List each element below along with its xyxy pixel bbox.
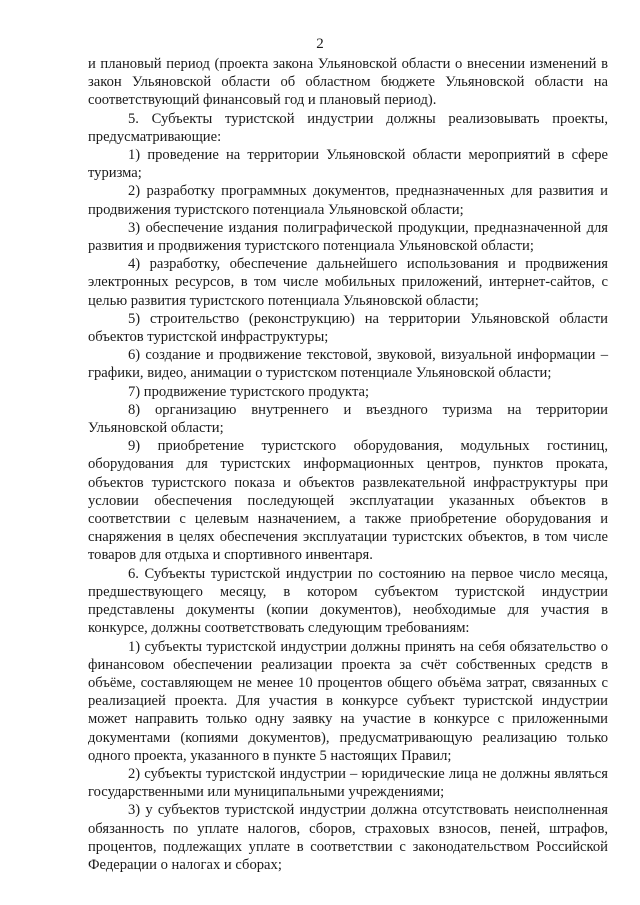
paragraph: 4) разработку, обеспечение дальнейшего использования и продвижения электронных ресурсов, в том числе мобильных приложений, интернет-сайтов, с целью развития туристского потенциала Ульяновской области; bbox=[88, 256, 608, 309]
paragraph: 9) приобретение туристского оборудования, модульных гостиниц, оборудования для туристских информационных центров, пунктов проката, объектов туристского показа и объектов развлекательной инфраструктуры при условии обеспечения последующей эксплуатации указанных объектов в соответствии с целевым назначением, а также приобретение оборудования и снаряжения в целях обеспечения эксплуатации туристских объектов, в том числе товаров для отдыха и спортивного инвентаря. bbox=[88, 438, 608, 564]
paragraph: 1) проведение на территории Ульяновской области мероприятий в сфере туризма; bbox=[88, 147, 608, 182]
document-body bbox=[88, 55, 608, 874]
paragraph: 8) организацию внутреннего и въездного туризма на территории Ульяновской области; bbox=[88, 401, 608, 437]
paragraph: и плановый период (проекта закона Ульяновской области о внесении изменений в закон Ульяновской области об областном бюджете Ульяновской области на соответствующий финансовый год и плановый период). bbox=[88, 56, 608, 109]
paragraph: 5. Субъекты туристской индустрии должны реализовывать проекты, предусматривающие: bbox=[88, 110, 608, 145]
paragraph: 2) субъекты туристской индустрии – юридические лица не должны являться государственными или муниципальными учреждениями; bbox=[88, 765, 608, 801]
paragraph: 1) субъекты туристской индустрии должны принять на себя обязательство о финансовом обеспечении реализации проекта за счёт собственных средств в объёме, составляющем не менее 10 процентов общего объёма затрат, связанных с реализацией проекта. Для участия в конкурсе субъект туристской индустрии может направить только одну заявку на участие в конкурсе с приложенными документами (копиями документов), предусматривающую реализацию только одного проекта, указанного в пункте 5 настоящих Правил; bbox=[88, 638, 608, 764]
paragraph: 6. Субъекты туристской индустрии по состоянию на первое число месяца, предшествующего месяцу, в котором субъектом туристской индустрии представлены документы (копии документов), необходимые для участия в конкурсе, должны соответствовать следующим требованиям: bbox=[88, 565, 608, 637]
paragraph: 6) создание и продвижение текстовой, звуковой, визуальной информации – графики, видео, анимации о туристском потенциале Ульяновской области; bbox=[88, 347, 608, 382]
paragraph: 3) у субъектов туристской индустрии должна отсутствовать неисполненная обязанность по уплате налогов, сборов, страховых взносов, пеней, штрафов, процентов, подлежащих уплате в соответствии с законодательством Российской Федерации о налогах и сборах; bbox=[88, 802, 608, 873]
paragraph: 2) разработку программных документов, предназначенных для развития и продвижения туристского потенциала Ульяновской области; bbox=[88, 183, 608, 218]
paragraph: 3) обеспечение издания полиграфической продукции, предназначенной для развития и продвижения туристского потенциала Ульяновской области; bbox=[88, 219, 608, 255]
paragraph: 5) строительство (реконструкцию) на территории Ульяновской области объектов туристской инфраструктуры; bbox=[88, 310, 608, 346]
page-number: 2 bbox=[316, 36, 324, 52]
paragraph: 7) продвижение туристского продукта; bbox=[128, 383, 370, 400]
